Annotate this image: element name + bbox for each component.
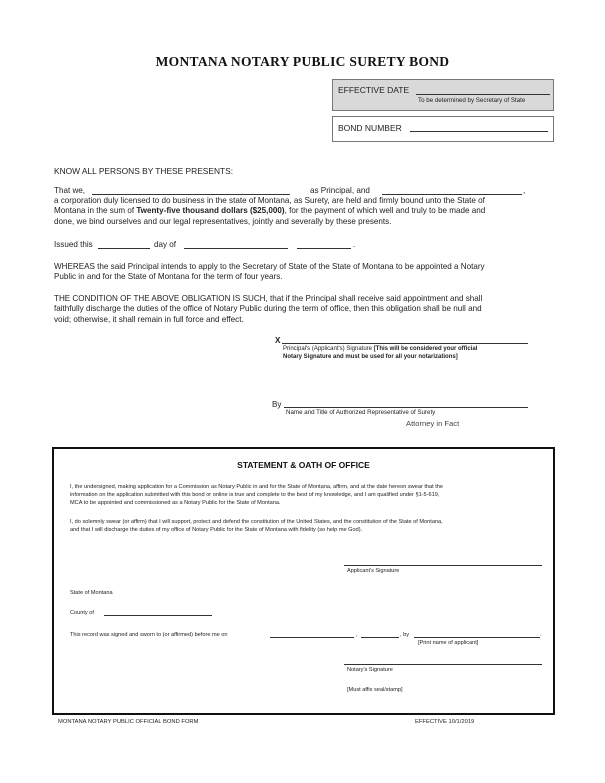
record-sworn-label: This record was signed and sworn to (or affirmed) before me on [70, 632, 228, 638]
issued-this-label: Issued this [54, 240, 93, 249]
that-we-label: That we, [54, 186, 86, 195]
principal-signature-note-1: [This will be considered your official [373, 346, 478, 352]
condition-line-1: THE CONDITION OF THE ABOVE OBLIGATION IS SUCH, that if the Principal shall receive said appointment and shall [54, 294, 483, 303]
surety-name-field[interactable] [382, 194, 522, 195]
seal-stamp-label: [Must affix seal/stamp] [347, 687, 403, 693]
print-name-label: [Print name of applicant] [418, 640, 479, 646]
effective-date-note: To be determined by Secretary of State [418, 97, 526, 104]
effective-date-box [332, 79, 554, 111]
principal-name-field[interactable] [92, 194, 290, 195]
notary-signature-field[interactable] [344, 664, 542, 665]
attorney-in-fact-label: Attorney in Fact [406, 419, 460, 428]
principal-signature-label: Principal's (Applicant's) Signature [283, 346, 372, 352]
oath-paragraph-2-line-2: and that I will discharge the duties of my office of Notary Public for the State of Montana with fidelity (so help me God). [70, 527, 363, 533]
oath-paragraph-2-line-1: I, do solemnly swear (or affirm) that I will support, protect and defend the constitution of the United States, and the constitution of the State of Montana, [70, 519, 443, 525]
bond-number-label: BOND NUMBER [338, 123, 402, 133]
oath-paragraph-1-line-1: I, the undersigned, making application for a Commission as Notary Public in and for the State of Montana, affirm, and at the date hereon swear that the [70, 484, 444, 490]
effective-date-label: EFFECTIVE DATE [338, 85, 410, 95]
authorized-representative-label: Name and Title of Authorized Representative of Surety [286, 409, 436, 416]
applicant-printed-name-field[interactable] [414, 637, 540, 638]
bond-sum-amount: Twenty-five thousand dollars ($25,000) [136, 206, 285, 215]
by-label: By [272, 400, 282, 409]
as-principal-label: as Principal, and [310, 186, 370, 195]
condition-line-3: void; otherwise, it shall remain in full force and effect. [54, 315, 244, 324]
intro-heading: KNOW ALL PERSONS BY THESE PRESENTS: [54, 166, 234, 176]
signature-x-mark: X [275, 336, 281, 345]
footer-effective-date: EFFECTIVE 10/1/2019 [415, 719, 475, 725]
surety-signature-field[interactable] [284, 407, 528, 408]
county-field[interactable] [104, 615, 212, 616]
oath-paragraph-1-line-3: MCA to be appointed and commissioned as a Notary Public for the State of Montana. [70, 500, 281, 506]
bond-number-field[interactable] [410, 131, 548, 132]
principal-signature-field[interactable] [282, 343, 528, 344]
principal-signature-caption [283, 346, 477, 352]
issued-period: . [353, 240, 356, 249]
oath-title: STATEMENT & OATH OF OFFICE [237, 460, 370, 470]
applicant-signature-label: Applicant's Signature [347, 568, 400, 574]
day-of-label: day of [154, 240, 177, 249]
oath-paragraph-1-line-2: information on the application submitted with this bond or online is true and complete to the best of my knowledge, and I am qualified under §1-5-619, [70, 492, 440, 498]
state-label: State of Montana [70, 590, 113, 596]
page-title: MONTANA NOTARY PUBLIC SURETY BOND [155, 54, 450, 69]
sworn-comma: , [356, 632, 358, 638]
bond-sum-suffix: , for the payment of which well and truly to be made and [284, 206, 486, 215]
issued-month-field[interactable] [184, 248, 288, 249]
bond-paragraph-line-1: a corporation duly licensed to do business in the state of Montana, as Surety, are held and firmly bound unto the State of [54, 196, 485, 205]
bond-sum-prefix: Montana in the sum of [54, 206, 137, 215]
condition-line-2: faithfully discharge the duties of the office of Notary Public during the term of office, then this obligation shall be null and [54, 304, 482, 313]
surety-comma: , [523, 186, 526, 195]
sworn-year-field[interactable] [361, 637, 399, 638]
footer-form-name: MONTANA NOTARY PUBLIC OFFICIAL BOND FORM [58, 719, 199, 725]
bond-paragraph-line-2 [54, 206, 485, 216]
sworn-by-label: , by [400, 632, 410, 638]
applicant-signature-field[interactable] [344, 565, 542, 566]
whereas-line-1: WHEREAS the said Principal intends to apply to the Secretary of State of the State of Montana to be appointed a Notary [54, 262, 485, 271]
bond-paragraph-line-3: done, we bind ourselves and our legal representatives, jointly and severally by these presents. [54, 217, 392, 226]
whereas-line-2: Public in and for the State of Montana for the term of four years. [54, 272, 283, 281]
principal-signature-note-2: Notary Signature and must be used for all your notarizations] [283, 354, 458, 360]
sworn-date-field[interactable] [270, 637, 354, 638]
notary-signature-label: Notary's Signature [347, 667, 393, 673]
issued-day-field[interactable] [98, 248, 150, 249]
issued-year-field[interactable] [297, 248, 351, 249]
county-label: County of [70, 610, 94, 616]
sworn-period: . [540, 632, 542, 638]
effective-date-line [416, 94, 550, 95]
